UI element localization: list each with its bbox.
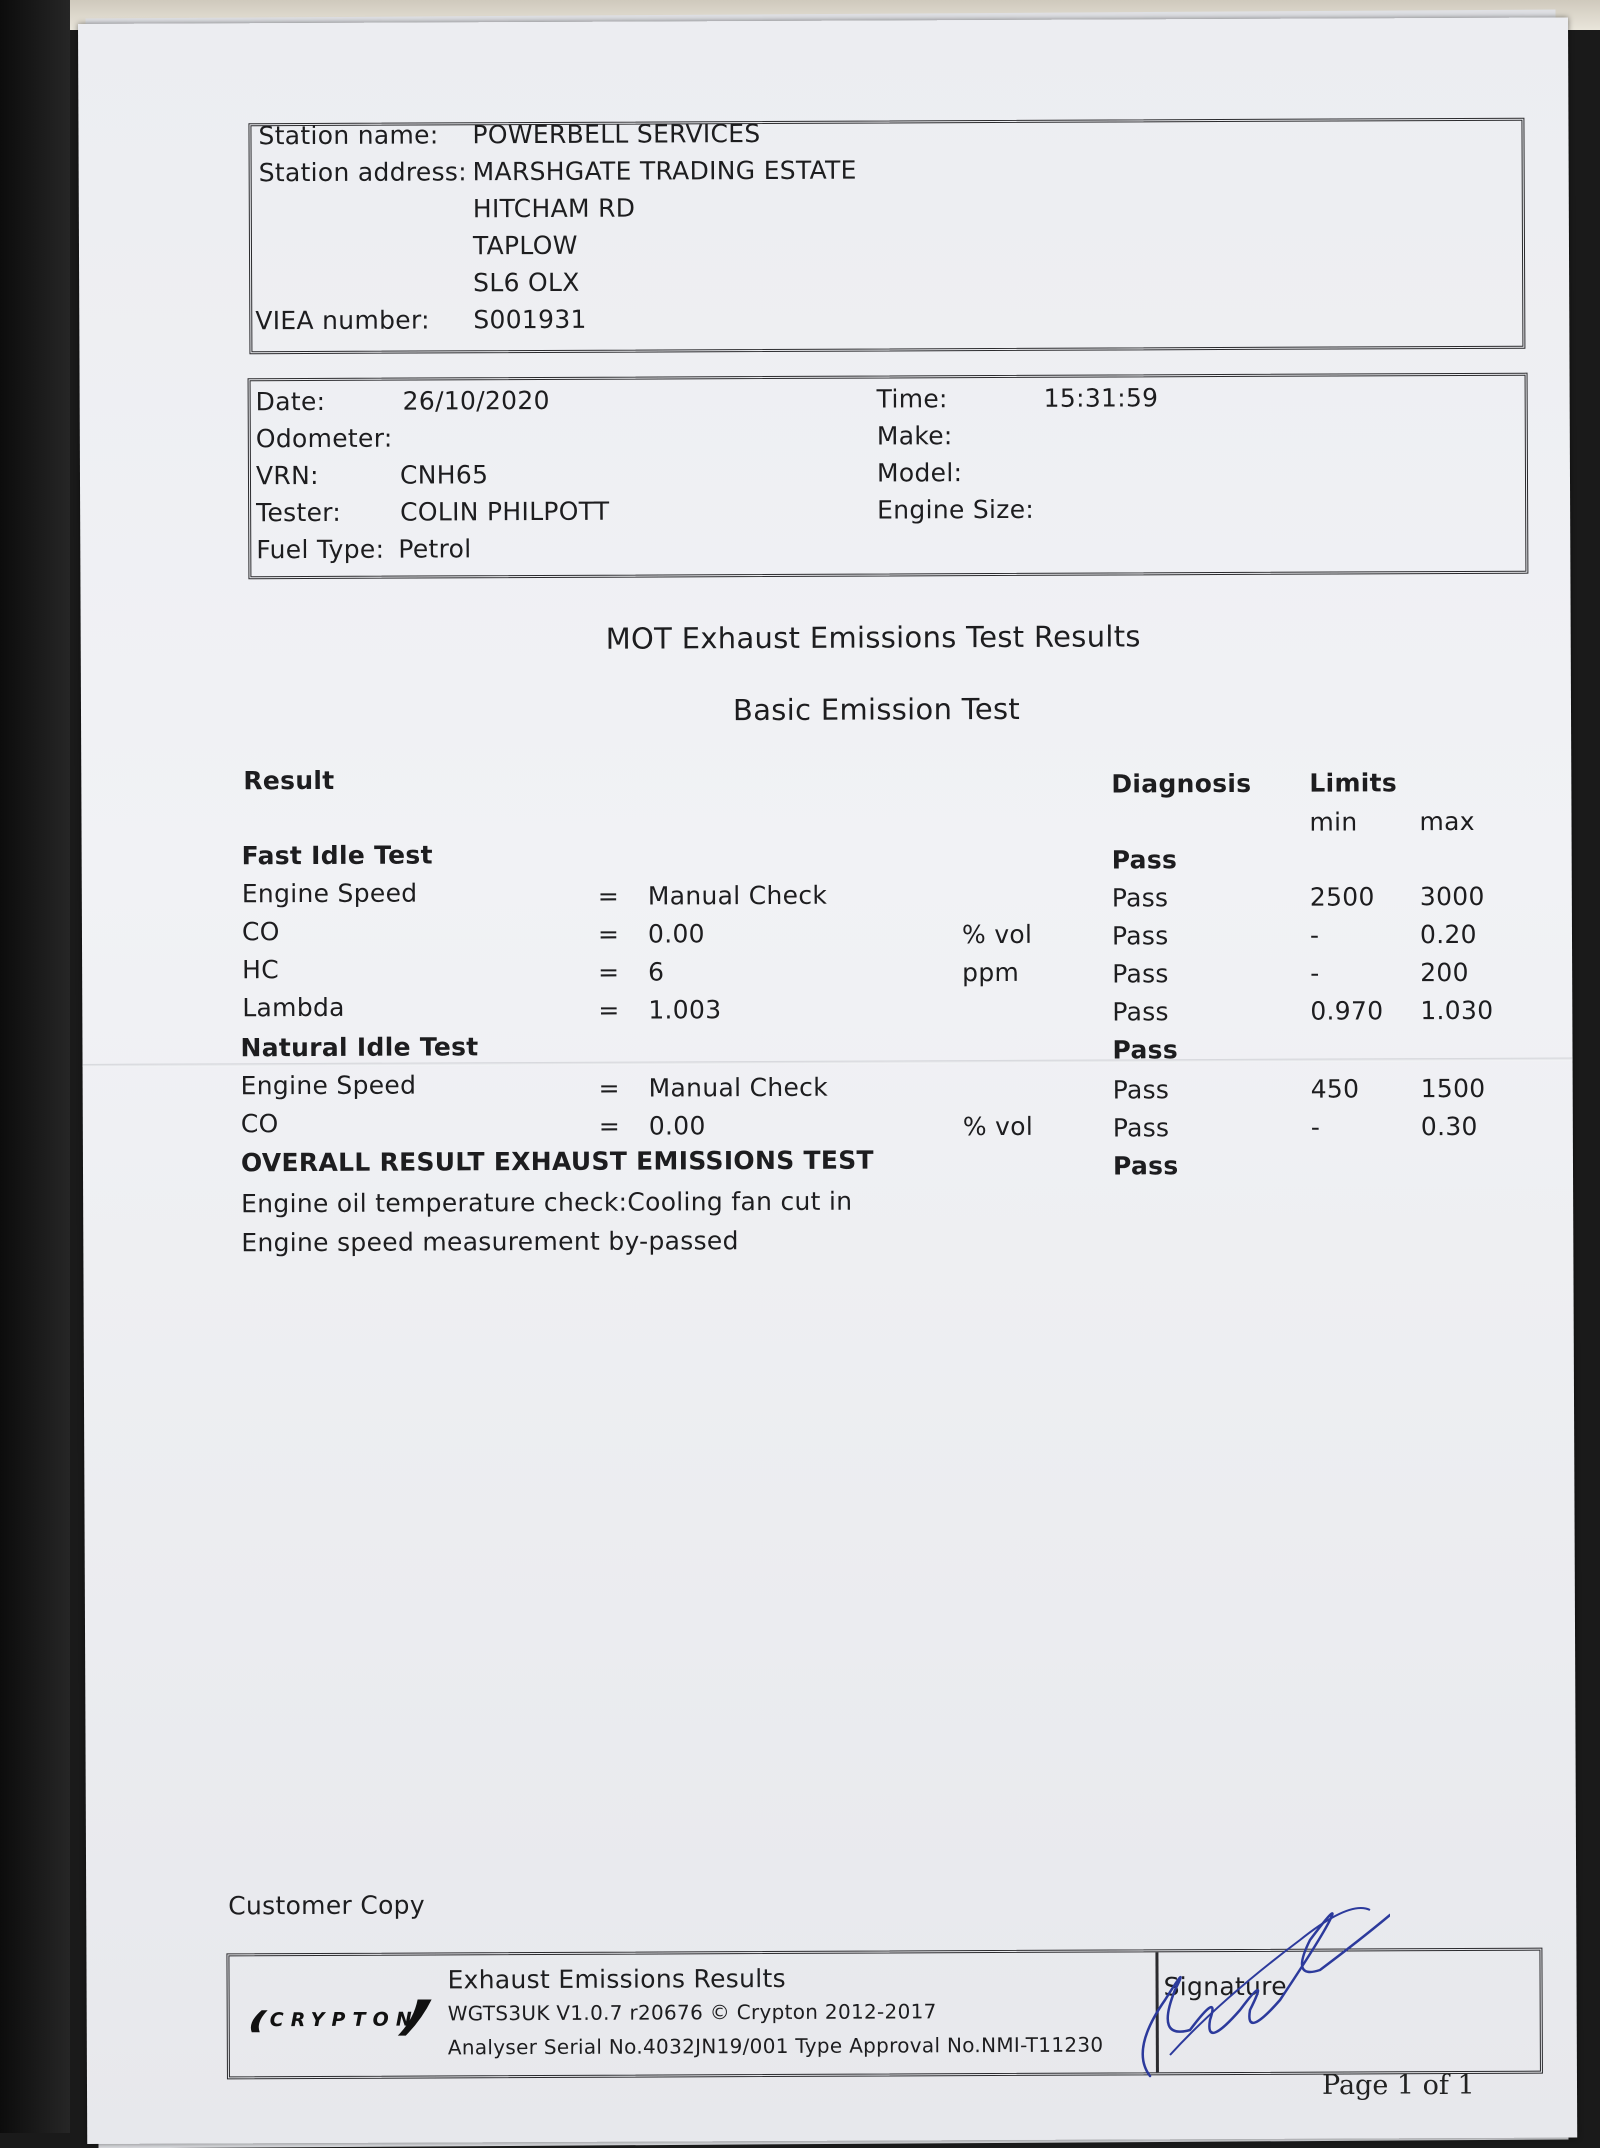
- note-line: Engine speed measurement by-passed: [241, 1226, 739, 1258]
- tester-label: Tester:: [256, 497, 342, 528]
- limits-min-header: min: [1309, 807, 1358, 837]
- test-row-equals: =: [597, 919, 620, 949]
- document-page: [78, 17, 1577, 2143]
- viea-number: S001931: [473, 304, 587, 335]
- signature-mark: [1070, 1880, 1390, 2080]
- test-row-name: CO: [241, 917, 280, 947]
- station-address-line: TAPLOW: [472, 230, 578, 261]
- station-name-label: Station name:: [258, 120, 439, 151]
- test-row-diagnosis: Pass: [1111, 883, 1169, 913]
- test-row-value: 0.00: [647, 919, 705, 949]
- fast-idle-title: Fast Idle Test: [241, 840, 433, 871]
- test-row-value: Manual Check: [648, 1072, 829, 1103]
- natural-idle-title: Natural Idle Test: [240, 1032, 479, 1063]
- natural-idle-diagnosis: Pass: [1112, 1035, 1179, 1065]
- footer-version: WGTS3UK V1.0.7 r20676 © Crypton 2012-2017: [447, 1999, 937, 2026]
- test-row-unit: % vol: [962, 1111, 1034, 1142]
- test-row-equals: =: [598, 1073, 620, 1103]
- test-row-name: Engine Speed: [241, 878, 418, 909]
- fuel-type-value: Petrol: [398, 534, 472, 564]
- footer-serial: Analyser Serial No.4032JN19/001 Type Approval No.NMI-T11230: [447, 2032, 1104, 2060]
- test-row-min: 2500: [1309, 882, 1375, 912]
- test-row-max: 1500: [1420, 1073, 1486, 1104]
- time-label: Time:: [876, 384, 948, 414]
- test-row-min: -: [1310, 1112, 1321, 1142]
- test-row-min: -: [1310, 958, 1320, 988]
- fuel-type-label: Fuel Type:: [256, 534, 385, 565]
- test-row-name: Lambda: [242, 992, 345, 1023]
- tester-value: COLIN PHILPOTT: [400, 496, 610, 527]
- odometer-label: Odometer:: [255, 423, 393, 454]
- result-header: Result: [243, 765, 335, 796]
- test-row-max: 3000: [1419, 881, 1485, 912]
- signature-label: Signature: [1163, 1971, 1287, 2002]
- report-title: MOT Exhaust Emissions Test Results: [605, 619, 1141, 656]
- test-row-min: 0.970: [1310, 996, 1384, 1026]
- model-label: Model:: [876, 458, 963, 488]
- test-row-max: 0.20: [1419, 919, 1477, 950]
- vrn-value: CNH65: [399, 460, 489, 490]
- test-row-value: 6: [648, 957, 665, 987]
- date-value: 26/10/2020: [402, 385, 550, 416]
- station-name: POWERBELL SERVICES: [472, 119, 761, 150]
- station-info-box: [248, 118, 1525, 355]
- footer-title: Exhaust Emissions Results: [447, 1963, 786, 1995]
- engine-size-label: Engine Size:: [877, 494, 1035, 525]
- fast-idle-diagnosis: Pass: [1111, 845, 1178, 875]
- diagnosis-header: Diagnosis: [1111, 768, 1252, 799]
- report-subtitle: Basic Emission Test: [732, 691, 1021, 728]
- test-row-unit: % vol: [961, 919, 1033, 950]
- test-row-min: 450: [1310, 1074, 1360, 1104]
- crypton-logo: [246, 1991, 446, 2042]
- page-number: Page 1 of 1: [1322, 2070, 1475, 2101]
- test-row-diagnosis: Pass: [1111, 921, 1169, 951]
- test-row-unit: ppm: [962, 957, 1020, 988]
- test-row-name: Engine Speed: [240, 1070, 417, 1101]
- test-row-value: 1.003: [648, 995, 722, 1025]
- date-label: Date:: [255, 386, 326, 417]
- note-line: Engine oil temperature check:Cooling fan cut in: [241, 1186, 853, 1219]
- station-address-line: MARSHGATE TRADING ESTATE: [472, 155, 857, 187]
- station-address-line: SL6 OLX: [473, 267, 580, 298]
- test-row-name: CO: [240, 1109, 279, 1139]
- test-row-diagnosis: Pass: [1112, 997, 1169, 1027]
- binder-left-edge: [0, 0, 70, 2133]
- test-row-min: -: [1309, 920, 1320, 950]
- test-row-equals: =: [598, 1111, 621, 1141]
- crypton-logo-text: CRYPTON: [269, 2008, 412, 2032]
- limits-max-header: max: [1419, 806, 1475, 837]
- limits-header: Limits: [1309, 768, 1398, 798]
- test-row-max: 0.30: [1420, 1111, 1478, 1142]
- test-row-equals: =: [597, 881, 620, 911]
- make-label: Make:: [876, 421, 953, 451]
- test-row-diagnosis: Pass: [1112, 1113, 1170, 1143]
- test-row-equals: =: [598, 957, 620, 987]
- test-row-equals: =: [598, 995, 620, 1025]
- vrn-label: VRN:: [255, 460, 319, 491]
- test-row-diagnosis: Pass: [1112, 1075, 1170, 1105]
- test-row-max: 200: [1420, 957, 1469, 988]
- customer-copy-label: Customer Copy: [228, 1890, 425, 1921]
- station-address-line: HITCHAM RD: [472, 193, 636, 224]
- station-address-label: Station address:: [258, 157, 467, 188]
- test-row-diagnosis: Pass: [1112, 959, 1169, 989]
- overall-result-diagnosis: Pass: [1112, 1151, 1179, 1181]
- test-row-max: 1.030: [1420, 995, 1494, 1026]
- test-row-name: HC: [242, 955, 280, 985]
- overall-result-label: OVERALL RESULT EXHAUST EMISSIONS TEST: [240, 1145, 874, 1178]
- viea-label: VIEA number:: [255, 305, 430, 336]
- test-row-value: Manual Check: [647, 880, 828, 911]
- test-row-value: 0.00: [648, 1111, 706, 1141]
- time-value: 15:31:59: [1043, 383, 1159, 413]
